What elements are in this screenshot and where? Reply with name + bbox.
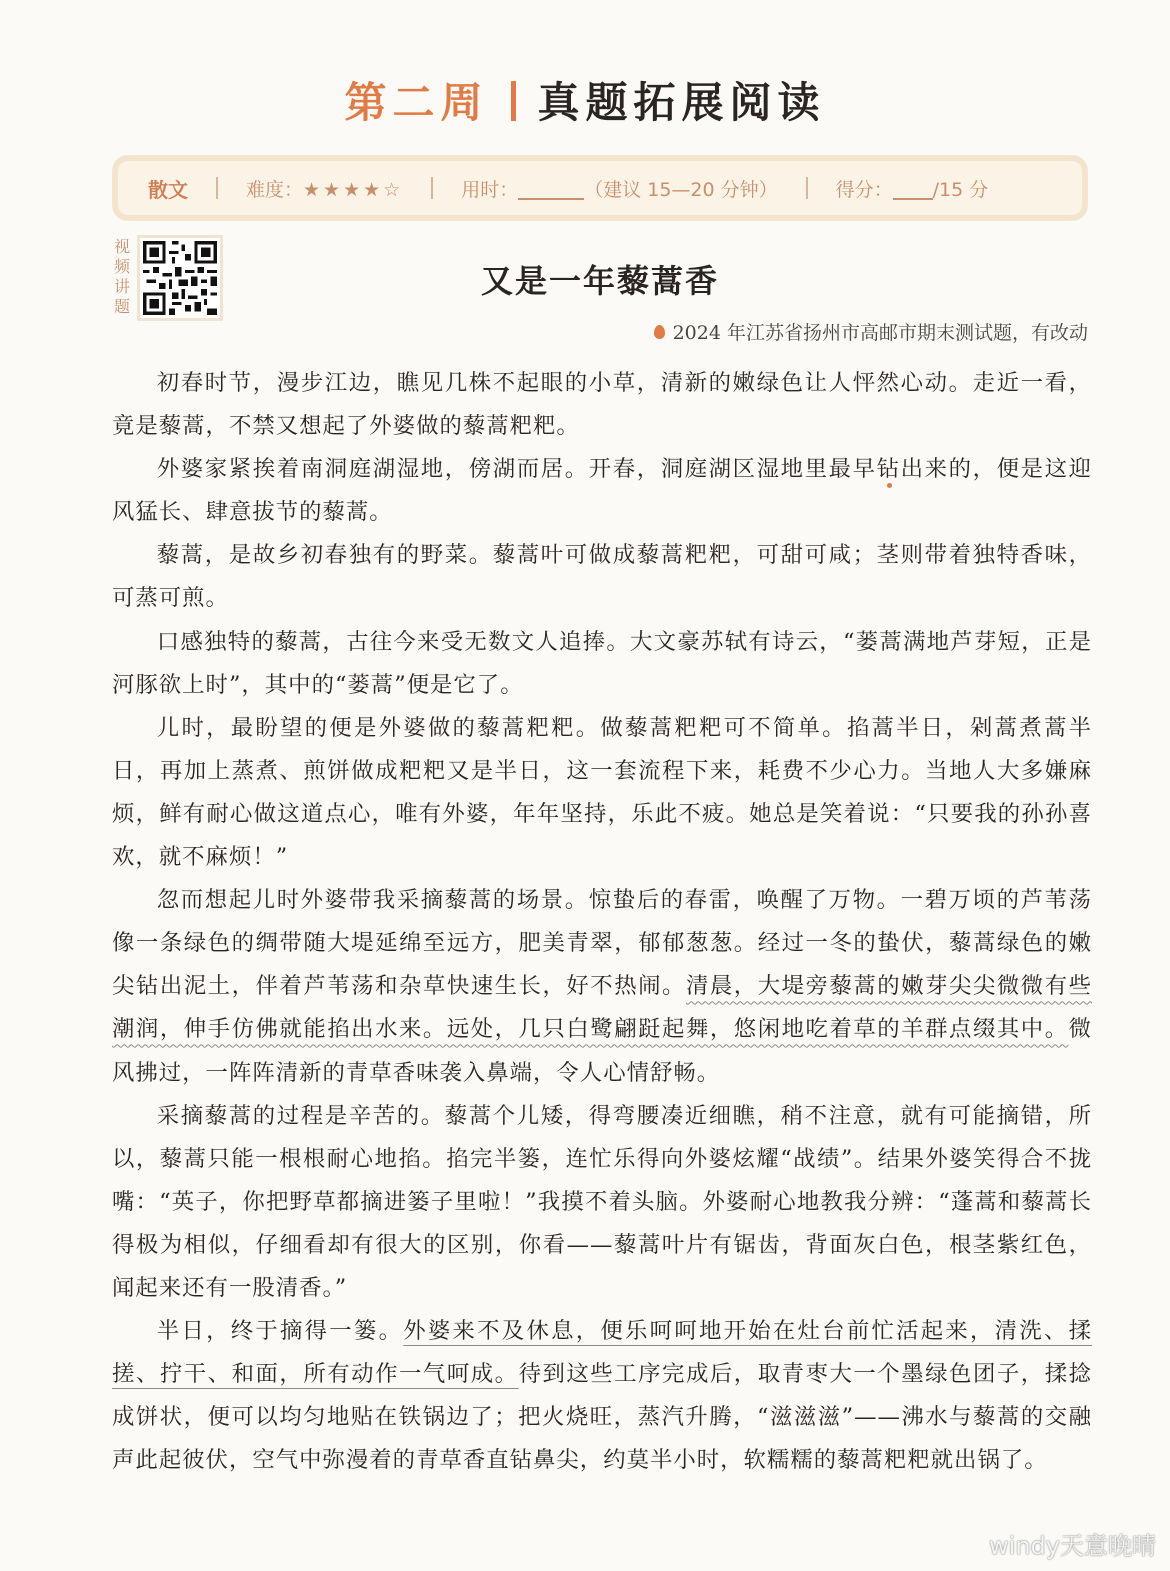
divider [431, 177, 433, 199]
paragraph: 采摘藜蒿的过程是辛苦的。藜蒿个儿矮，得弯腰凑近细瞧，稍不注意，就有可能摘错，所以，藜蒿只能一根根耐心地掐。掐完半篓，连忙乐得向外婆炫耀“战绩”。结果外婆笑得合不拢嘴：“英子，你把野草都摘进篓子里啦！”我摸不着头脑。外婆耐心地教我分辨：“蓬蒿和藜蒿长得极为相似，仔细看却有很大的区别，你看——藜蒿叶片有锯齿，背面灰白色，根茎紫红色，闻起来还有一股清香。” [112, 1102, 1092, 1301]
time-label: 用时： [461, 178, 519, 201]
divider [216, 177, 218, 199]
drop-icon [654, 325, 665, 339]
difficulty-stars: ★★★★☆ [303, 178, 404, 201]
divider [806, 177, 808, 199]
source-text: 2024 年江苏省扬州市高邮市期末测试题，有改动 [672, 322, 1088, 344]
genre-label: 散文 [148, 177, 188, 202]
article-title: 又是一年藜蒿香 [480, 262, 719, 300]
article-body [112, 362, 1092, 1482]
watermark: windy天意晚晴 [989, 1532, 1156, 1560]
qr-label: 视频讲题 [113, 237, 130, 316]
paragraph: 儿时，最盼望的便是外婆做的藜蒿粑粑。做藜蒿粑粑可不简单。掐蒿半日，剁蒿煮蒿半日，再加上蒸煮、煎饼做成粑粑又是半日，这一套流程下来，耗费不少心力。当地人大多嫌麻烦，鲜有耐心做这道点心，唯有外婆，年年坚持，乐此不疲。她总是笑着说：“只要我的孙孙喜欢，就不麻烦！” [112, 714, 1092, 871]
header-subtitle: 真题拓展阅读 [537, 78, 826, 127]
time-hint: （建议 15—20 分钟） [584, 178, 778, 201]
score [836, 175, 989, 202]
info-bar [112, 155, 1088, 221]
week-label: 第二周 [344, 78, 489, 127]
score-label: 得分： [835, 178, 893, 201]
score-blank [893, 198, 933, 200]
score-total: /15 分 [932, 178, 989, 201]
time-blank [518, 198, 584, 200]
difficulty-label: 难度： [246, 178, 304, 201]
page-header [0, 70, 1170, 130]
time [461, 175, 777, 202]
difficulty [246, 175, 403, 202]
underlined-text: 外婆来不及休息，便乐呵呵地开始在灶台前忙活起来，清洗、揉搓、拧干、和面，所有动作一气呵成。 [112, 1318, 1093, 1388]
paragraph: 外婆家紧挨着南洞庭湖湿地，傍湖而居。开春，洞庭湖区湿地里最早钻出来的，便是这迎风猛长、肆意拔节的藜蒿。 [112, 456, 1093, 526]
wavy-underlined-text: 清晨，大堤旁藜蒿的嫩芽尖尖微微有些潮润，伸手仿佛就能掐出水来。远处，几只白鹭翩跹起舞，悠闲地吃着草的羊群点缀其中。 [112, 973, 1093, 1043]
paragraph: 口感独特的藜蒿，古往今来受无数文人追捧。大文豪苏轼有诗云，“蒌蒿满地芦芽短，正是河豚欲上时”，其中的“蒌蒿”便是它了。 [112, 628, 1092, 698]
emphasis-dot: 钻 [876, 456, 901, 483]
paragraph: 忽而想起儿时外婆带我采摘藜蒿的场景。惊蛰后的春雷，唤醒了万物。一碧万顷的芦苇荡像一条绿色的绸带随大堤延绵至远方，肥美青翠，郁郁葱葱。经过一冬的蛰伏，藜蒿绿色的嫩尖钻出泥土，伴着芦苇荡和杂草快速生长，好不热闹。清晨，大堤旁藜蒿的嫩芽尖尖微微有些潮润，伸手仿佛就能掐出水来。远处，几只白鹭翩跹起舞，悠闲地吃着草的羊群点缀其中。微风拂过，一阵阵清新的青草香味袭入鼻端，令人心情舒畅。 [112, 887, 1093, 1086]
paragraph: 初春时节，漫步江边，瞧见几株不起眼的小草，清新的嫩绿色让人怦然心动。走近一看，竟是藜蒿，不禁又想起了外婆做的藜蒿粑粑。 [112, 370, 1092, 440]
header-divider [511, 81, 516, 121]
paragraph: 半日，终于摘得一篓。外婆来不及休息，便乐呵呵地开始在灶台前忙活起来，清洗、揉搓、拧干、和面，所有动作一气呵成。待到这些工序完成后，取青枣大一个墨绿色团子，揉捻成饼状，便可以均匀地贴在铁锅边了；把火烧旺，蒸汽升腾，“滋滋滋”——沸水与藜蒿的交融声此起彼伏，空气中弥漫着的青草香直钻鼻尖，约莫半小时，软糯糯的藜蒿粑粑就出锅了。 [112, 1318, 1093, 1474]
article-source [654, 318, 1088, 345]
paragraph: 藜蒿，是故乡初春独有的野菜。藜蒿叶可做成藜蒿粑粑，可甜可咸；茎则带着独特香味，可蒸可煎。 [112, 542, 1092, 612]
